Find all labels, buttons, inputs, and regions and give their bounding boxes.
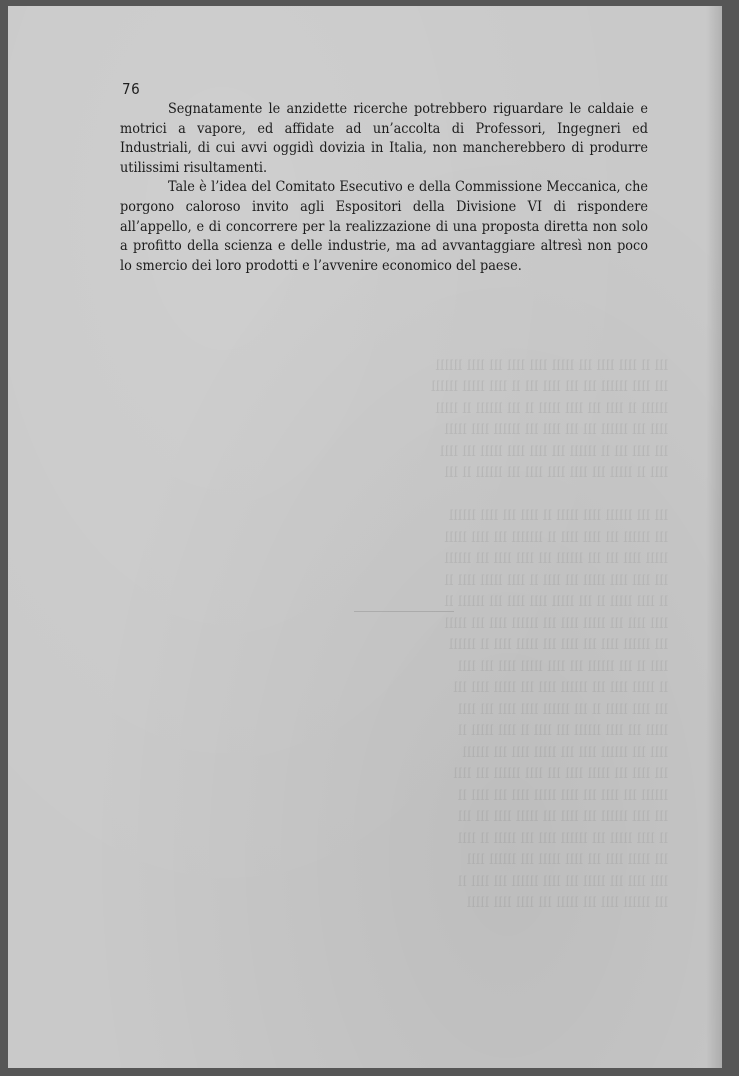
page-number: 76 [122, 80, 141, 98]
bleed-through-texture: lll ll llll llll lll lllll llll llll lll llll llllll lll llll llllll lll lll llll lll ll llll lllll llllll llllll ll llll lll llll lllll ll lll llllll ll lllll llll lll llllll lll lll llll lll llllll llll lllll lll llll lll ll llllll lll llll llll lllll lll llll llll ll lllll lll llll llll llll lll llllll ll lll lll lll llllll llll lllll ll llll lll llll llllll lll llllll lll llll llll ll lllllll lll llll lllll lllll llll lll lll llllll lll llll llll lll llllll lll llll llll lllll lll llll ll llll lllll llll ll ll llll lllll ll lll lllll llll llll lll llllll ll llll llll lll lllll llll lll llllll llll lll lllll lll llllll llll lll llll lll lllll llll ll llllll llll ll lll llllll lll llll lllll llll lll llll ll lllll llll lll llllll llll lll lllll llll lll lll llll lllll ll lll llllll llll llll lll llll lllll lll llll llllll lll llll ll llll lllll ll llll lll llllll llll lll lllll llll lll llllll lll llll lll lllll llll lll llll llllll lll llll llllll lll llll lll llll lllll llll lll llll ll lll llll llllll lll llll lll lllll llll lll lll ll llll lllll lll llllll llll lll lllll ll llll lll lllll llll lll llll lllll lll llllll llll llll llll lll lllll lll llll llllll lll llll ll lll llllll llll lll lllll lll llll llll lllll [430, 357, 668, 911]
body-text [120, 100, 648, 276]
paragraph-1: Segnatamente le anzidette ricerche potrebbero riguardare le caldaie e motrici a vapore, ed affidate ad un’accolta di Professori, Ingegneri ed Industriali, di cui avvi oggidì dovizia in Italia, non mancherebbero di produrre utilissimi risultamenti. [120, 101, 648, 176]
bleed-through-rule [354, 611, 454, 612]
paragraph-2: Tale è l’idea del Comitato Esecutivo e della Commissione Meccanica, che porgono caloroso invito agli Espositori della Divisione VI di rispondere all’appello, e di concorrere per la realizzazione di una proposta diretta non solo a profitto della scienza e delle industrie, ma ad avvantaggiare altresì non poco lo smercio dei loro prodotti e l’avvenire economico del paese. [120, 179, 648, 274]
book-page [8, 6, 722, 1068]
page-edge-shadow [706, 6, 722, 1068]
